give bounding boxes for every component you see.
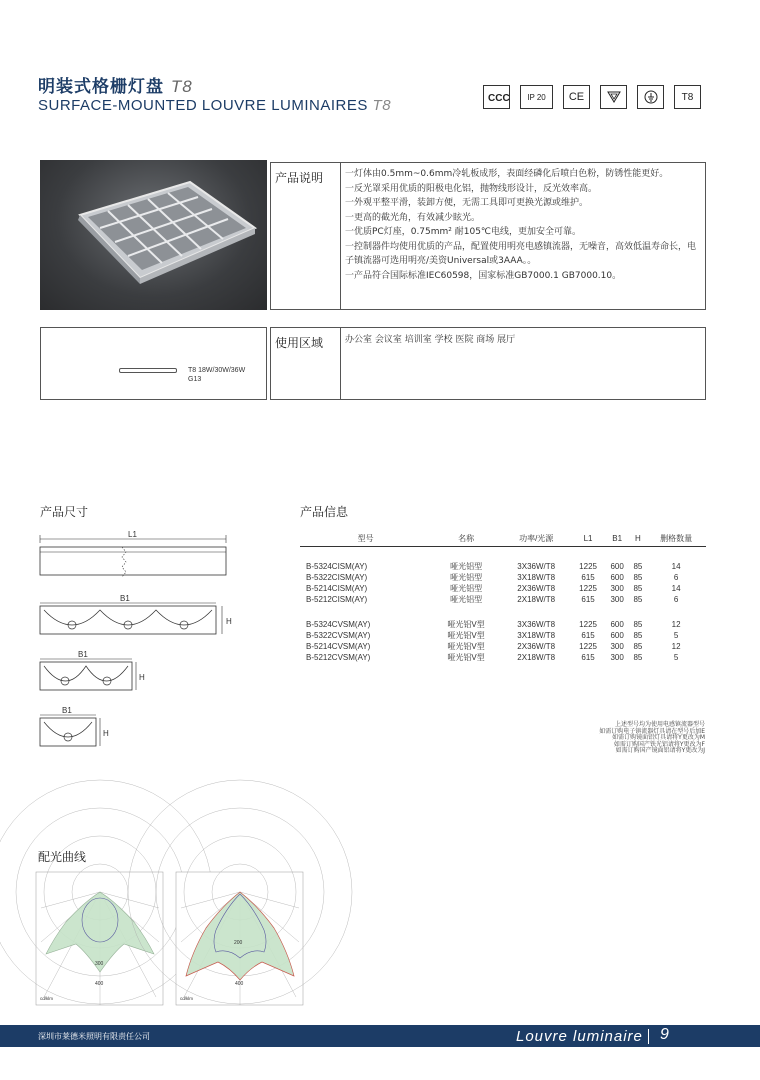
table-header-row xyxy=(300,533,706,547)
footer-divider xyxy=(648,1029,649,1044)
svg-text:B1: B1 xyxy=(120,594,130,603)
usage-text: 办公室 会议室 培训室 学校 医院 商场 展厅 xyxy=(345,335,516,345)
three-lamp-section xyxy=(40,594,232,634)
long-view-drawing xyxy=(40,530,226,577)
lamp-spec-line2: G13 xyxy=(188,376,202,383)
page-title-en xyxy=(38,97,391,114)
company-name: 深圳市莱德米照明有限责任公司 xyxy=(38,1032,150,1041)
svg-text:cd/klm: cd/klm xyxy=(40,996,54,1001)
title-en-t8: T8 xyxy=(372,97,392,114)
header-b1: B1 xyxy=(605,533,630,547)
earth-ground-icon xyxy=(637,85,664,109)
table-row: B-5322CISM(AY) 哑光铝型 3X18W/T8 615 600 85 6 xyxy=(306,572,679,582)
page-footer xyxy=(0,1025,760,1047)
product-info-table xyxy=(300,533,706,663)
table-row: B-5212CVSM(AY) 哑光铝V型 2X18W/T8 615 300 85 5 xyxy=(306,652,679,662)
svg-text:400: 400 xyxy=(95,981,104,987)
header-name: 名称 xyxy=(431,533,501,547)
svg-text:B1: B1 xyxy=(62,706,72,715)
description-line: 一更高的截光角，有效减少眩光。 xyxy=(345,212,481,223)
description-heading: 产品说明 xyxy=(271,163,341,309)
triangle-mark-icon xyxy=(600,85,627,109)
page-number: 9 xyxy=(660,1026,669,1043)
lamp-spec-line1: T8 18W/30W/36W xyxy=(188,367,246,374)
usage-heading: 使用区域 xyxy=(271,328,341,399)
note-line: 如需订购国产铁光铝请将Y更改为F xyxy=(613,740,705,748)
header-power: 功率/光源 xyxy=(501,533,572,547)
table-row: B-5214CISM(AY) 哑光铝型 2X36W/T8 1225 300 85 14 xyxy=(306,583,681,593)
table-row: B-5214CVSM(AY) 哑光铝V型 2X36W/T8 1225 300 85 12 xyxy=(306,641,681,651)
table-row: B-5212CISM(AY) 哑光铝型 2X18W/T8 615 300 85 6 xyxy=(306,594,679,604)
light-distribution-curves xyxy=(36,872,306,1007)
header-h: H xyxy=(630,533,647,547)
ip20-icon: IP 20 xyxy=(520,85,553,109)
two-lamp-section xyxy=(40,650,145,690)
svg-text:400: 400 xyxy=(235,981,244,987)
svg-text:CCC: CCC xyxy=(487,93,510,104)
svg-text:H: H xyxy=(226,617,232,626)
svg-text:H: H xyxy=(139,673,145,682)
title-en-text: SURFACE-MOUNTED LOUVRE LUMINAIRES xyxy=(38,97,368,114)
description-line: 一外观平整平滑，装卸方便，无需工具即可更换光源或维护。 xyxy=(345,198,589,208)
description-line: 一控制器件均使用优质的产品，配置使用明亮电感镇流器，无噪音，高效低温寿命长，电子镇流器可选用明亮/美资Universal或3AAA。。 xyxy=(345,241,697,266)
header-model: 型号 xyxy=(300,533,431,547)
description-line: 一产品符合国际标准IEC60598，国家标准GB7000.1 GB7000.10。 xyxy=(345,270,622,281)
table-row: B-5324CISM(AY) 哑光铝型 3X36W/T8 1225 600 85 14 xyxy=(306,561,681,571)
svg-text:H: H xyxy=(103,729,109,738)
description-line: 一反光罩采用优质的阳极电化铝，抛物线形设计，反光效率高。 xyxy=(345,183,598,194)
ce-icon: CE xyxy=(563,85,590,109)
svg-text:300: 300 xyxy=(95,961,104,967)
series-name: Louvre luminaire xyxy=(516,1028,643,1045)
t8-tube-icon xyxy=(119,368,177,373)
lamp-spec xyxy=(188,366,245,384)
product-info-title: 产品信息 xyxy=(300,505,349,519)
lamp-type-box xyxy=(40,327,267,400)
header-grid-count: 删格数量 xyxy=(646,533,706,547)
ordering-notes xyxy=(500,722,705,755)
l1-label: L1 xyxy=(128,530,137,539)
certification-marks xyxy=(483,85,701,109)
svg-text:200: 200 xyxy=(234,940,243,946)
one-lamp-section xyxy=(40,706,109,746)
dimensions-title: 产品尺寸 xyxy=(40,505,89,519)
description-body xyxy=(345,167,703,283)
description-line: 一灯体由0.5mm~0.6mm冷轧板成形，表面经磷化后喷白色粉，防锈性能更好。 xyxy=(345,169,669,179)
note-line: 如需订购电子镇流器灯具请在型号后加E xyxy=(599,727,705,735)
note-line: 如需订购镜面铝灯具请将Y更改为M xyxy=(612,734,705,742)
table-row: B-5322CVSM(AY) 哑光铝V型 3X18W/T8 615 600 85 5 xyxy=(306,630,679,640)
t8-icon: T8 xyxy=(674,85,701,109)
note-line: 如需订购国产镜面铝请将Y更改为J xyxy=(615,747,705,755)
page-title-cn xyxy=(38,72,193,97)
light-curve-title: 配光曲线 xyxy=(38,850,87,864)
dimension-drawings xyxy=(36,530,236,755)
product-description-box xyxy=(270,162,706,310)
usage-area-box xyxy=(270,327,706,400)
ccc-icon xyxy=(483,85,510,109)
description-line: 一优质PC灯座，0.75mm² 耐105℃电线，更加安全可靠。 xyxy=(345,227,582,237)
header-l1: L1 xyxy=(571,533,604,547)
title-cn-text: 明装式格栅灯盘 xyxy=(38,77,164,97)
svg-text:B1: B1 xyxy=(78,650,88,659)
title-cn-t8: T8 xyxy=(170,77,193,96)
note-line: 上述型号均为使用电感镇流器型号 xyxy=(614,721,705,728)
table-row: B-5324CVSM(AY) 哑光铝V型 3X36W/T8 1225 600 85 12 xyxy=(306,619,681,629)
product-photo xyxy=(40,160,267,310)
svg-text:cd/klm: cd/klm xyxy=(180,996,194,1001)
